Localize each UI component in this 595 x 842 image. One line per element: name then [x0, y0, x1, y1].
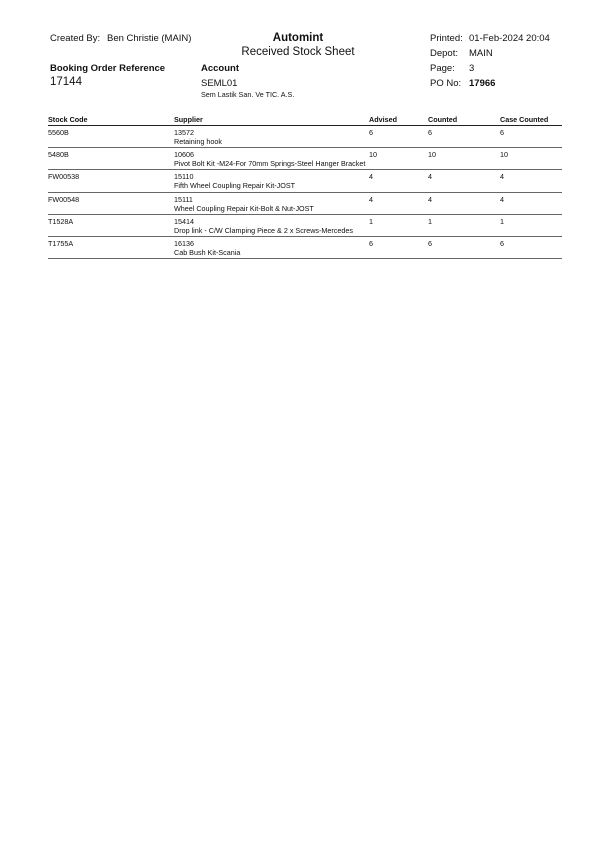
advised-qty: 6: [369, 128, 373, 137]
col-supplier: Supplier: [174, 115, 203, 124]
supplier-code: 16136: [174, 238, 194, 248]
advised-qty: 6: [369, 238, 373, 248]
item-description: Wheel Coupling Repair Kit-Bolt & Nut-JOST: [174, 203, 314, 213]
case-counted-qty: 6: [500, 128, 504, 137]
stock-code: 5480B: [48, 150, 69, 160]
table-row: [48, 170, 562, 192]
supplier-code: 10606: [174, 150, 194, 160]
table-row: [48, 215, 562, 237]
stock-code: T1528A: [48, 216, 74, 226]
depot-value: MAIN: [469, 48, 493, 59]
company-name: Automint: [272, 32, 324, 44]
advised-qty: 1: [369, 216, 373, 226]
stock-code: 5560B: [48, 128, 69, 137]
advised-qty: 4: [369, 172, 373, 182]
booking-ref-label: Booking Order Reference: [50, 63, 166, 74]
advised-qty: 4: [369, 194, 373, 204]
supplier-code: 13572: [174, 128, 194, 137]
item-description: Retaining hook: [174, 137, 222, 146]
item-description: Cab Bush Kit-Scania: [174, 247, 241, 257]
created-by-label: Created By:: [50, 33, 101, 44]
stock-code: T1755A: [48, 238, 74, 248]
table-row: [48, 193, 562, 215]
depot-label: Depot:: [430, 48, 458, 59]
sheet-title: Received Stock Sheet: [241, 46, 355, 58]
account-label: Account: [201, 63, 239, 74]
supplier-code: 15111: [174, 194, 193, 204]
printed-label: Printed:: [430, 33, 463, 44]
advised-qty: 10: [369, 150, 377, 160]
po-value: 17966: [469, 78, 496, 89]
account-name: Sem Lastik San. Ve TIC. A.S.: [201, 90, 295, 99]
account-code: SEML01: [201, 78, 238, 89]
printed-value: 01-Feb-2024 20:04: [469, 33, 550, 44]
stock-code: FW00538: [48, 172, 80, 182]
booking-ref-value: 17144: [50, 76, 82, 88]
col-advised: Advised: [369, 115, 397, 124]
counted-qty: 10: [428, 150, 436, 160]
page-label: Page:: [430, 63, 455, 74]
item-description: Pivot Bolt Kit -M24-For 70mm Springs-Steel Hanger Bracket: [174, 159, 366, 169]
col-stock-code: Stock Code: [48, 115, 88, 124]
case-counted-qty: 1: [500, 216, 504, 226]
item-description: Drop link - C/W Clamping Piece & 2 x Screws-Mercedes: [174, 225, 353, 235]
table-row: [48, 126, 562, 148]
case-counted-qty: 4: [500, 194, 504, 204]
table-row: [48, 237, 562, 259]
created-by-value: Ben Christie (MAIN): [107, 33, 192, 44]
po-label: PO No:: [430, 78, 462, 89]
counted-qty: 4: [428, 194, 432, 204]
supplier-code: 15110: [174, 172, 194, 182]
stock-table: [48, 113, 562, 259]
table-row: [48, 148, 562, 170]
case-counted-qty: 10: [500, 150, 508, 160]
case-counted-qty: 4: [500, 172, 504, 182]
table-header: [48, 113, 562, 126]
counted-qty: 4: [428, 172, 432, 182]
page-value: 3: [469, 63, 475, 74]
col-case-counted: Case Counted: [500, 115, 549, 124]
counted-qty: 6: [428, 128, 432, 137]
counted-qty: 6: [428, 238, 432, 248]
col-counted: Counted: [428, 115, 458, 124]
case-counted-qty: 6: [500, 238, 504, 248]
counted-qty: 1: [428, 216, 432, 226]
item-description: Fifth Wheel Coupling Repair Kit-JOST: [174, 181, 296, 191]
supplier-code: 15414: [174, 216, 194, 226]
stock-code: FW00548: [48, 194, 80, 204]
